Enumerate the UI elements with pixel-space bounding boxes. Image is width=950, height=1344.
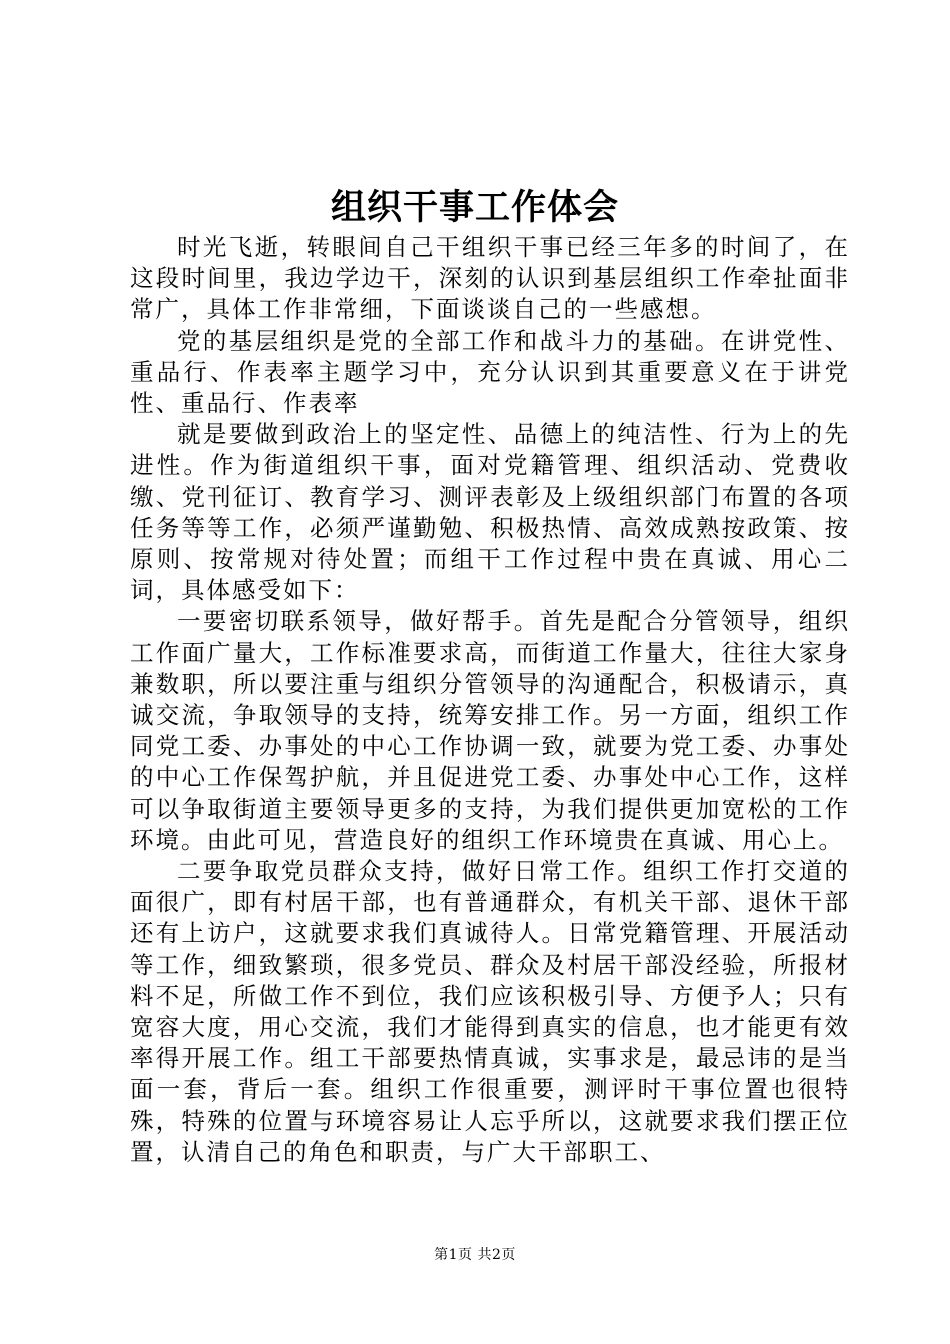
document-body xyxy=(130,232,850,1168)
paragraph-2: 党的基层组织是党的全部工作和战斗力的基础。在讲党性、重品行、作表率主题学习中，充分认识到其重要意义在于讲党性、重品行、作表率 xyxy=(130,326,850,418)
paragraph-4: 一要密切联系领导，做好帮手。首先是配合分管领导，组织工作面广量大，工作标准要求高，而街道工作量大，往往大家身兼数职，所以要注重与组织分管领导的沟通配合，积极请示，真诚交流，争取领导的支持，统筹安排工作。另一方面，组织工作同党工委、办事处的中心工作协调一致，就要为党工委、办事处的中心工作保驾护航，并且促进党工委、办事处中心工作，这样可以争取街道主要领导更多的支持，为我们提供更加宽松的工作环境。由此可见，营造良好的组织工作环境贵在真诚、用心上。 xyxy=(130,607,850,854)
page-footer: 第1页 共2页 xyxy=(434,1247,516,1263)
paragraph-1: 时光飞逝，转眼间自己干组织干事已经三年多的时间了，在这段时间里，我边学边干，深刻的认识到基层组织工作牵扯面非常广，具体工作非常细，下面谈谈自己的一些感想。 xyxy=(130,233,850,324)
paragraph-3: 就是要做到政治上的坚定性、品德上的纯洁性、行为上的先进性。作为街道组织干事，面对党籍管理、组织活动、党费收缴、党刊征订、教育学习、测评表彰及上级组织部门布置的各项任务等等工作，必须严谨勤勉、积极热情、高效成熟按政策、按原则、按常规对待处置；而组干工作过程中贵在真诚、用心二词，具体感受如下： xyxy=(130,420,850,605)
document-title: 组织干事工作体会 xyxy=(330,188,619,228)
paragraph-5: 二要争取党员群众支持，做好日常工作。组织工作打交道的面很广，即有村居干部，也有普通群众，有机关干部、退休干部还有上访户，这就要求我们真诚待人。日常党籍管理、开展活动等工作，细致繁琐，很多党员、群众及村居干部没经验，所报材料不足，所做工作不到位，我们应该积极引导、方便予人；只有宽容大度，用心交流，我们才能得到真实的信息，也才能更有效率得开展工作。组工干部要热情真诚，实事求是，最忌讳的是当面一套，背后一套。组织工作很重要，测评时干事位置也很特殊，特殊的位置与环境容易让人忘乎所以，这就要求我们摆正位置，认清自己的角色和职责，与广大干部职工、 xyxy=(130,857,850,1166)
